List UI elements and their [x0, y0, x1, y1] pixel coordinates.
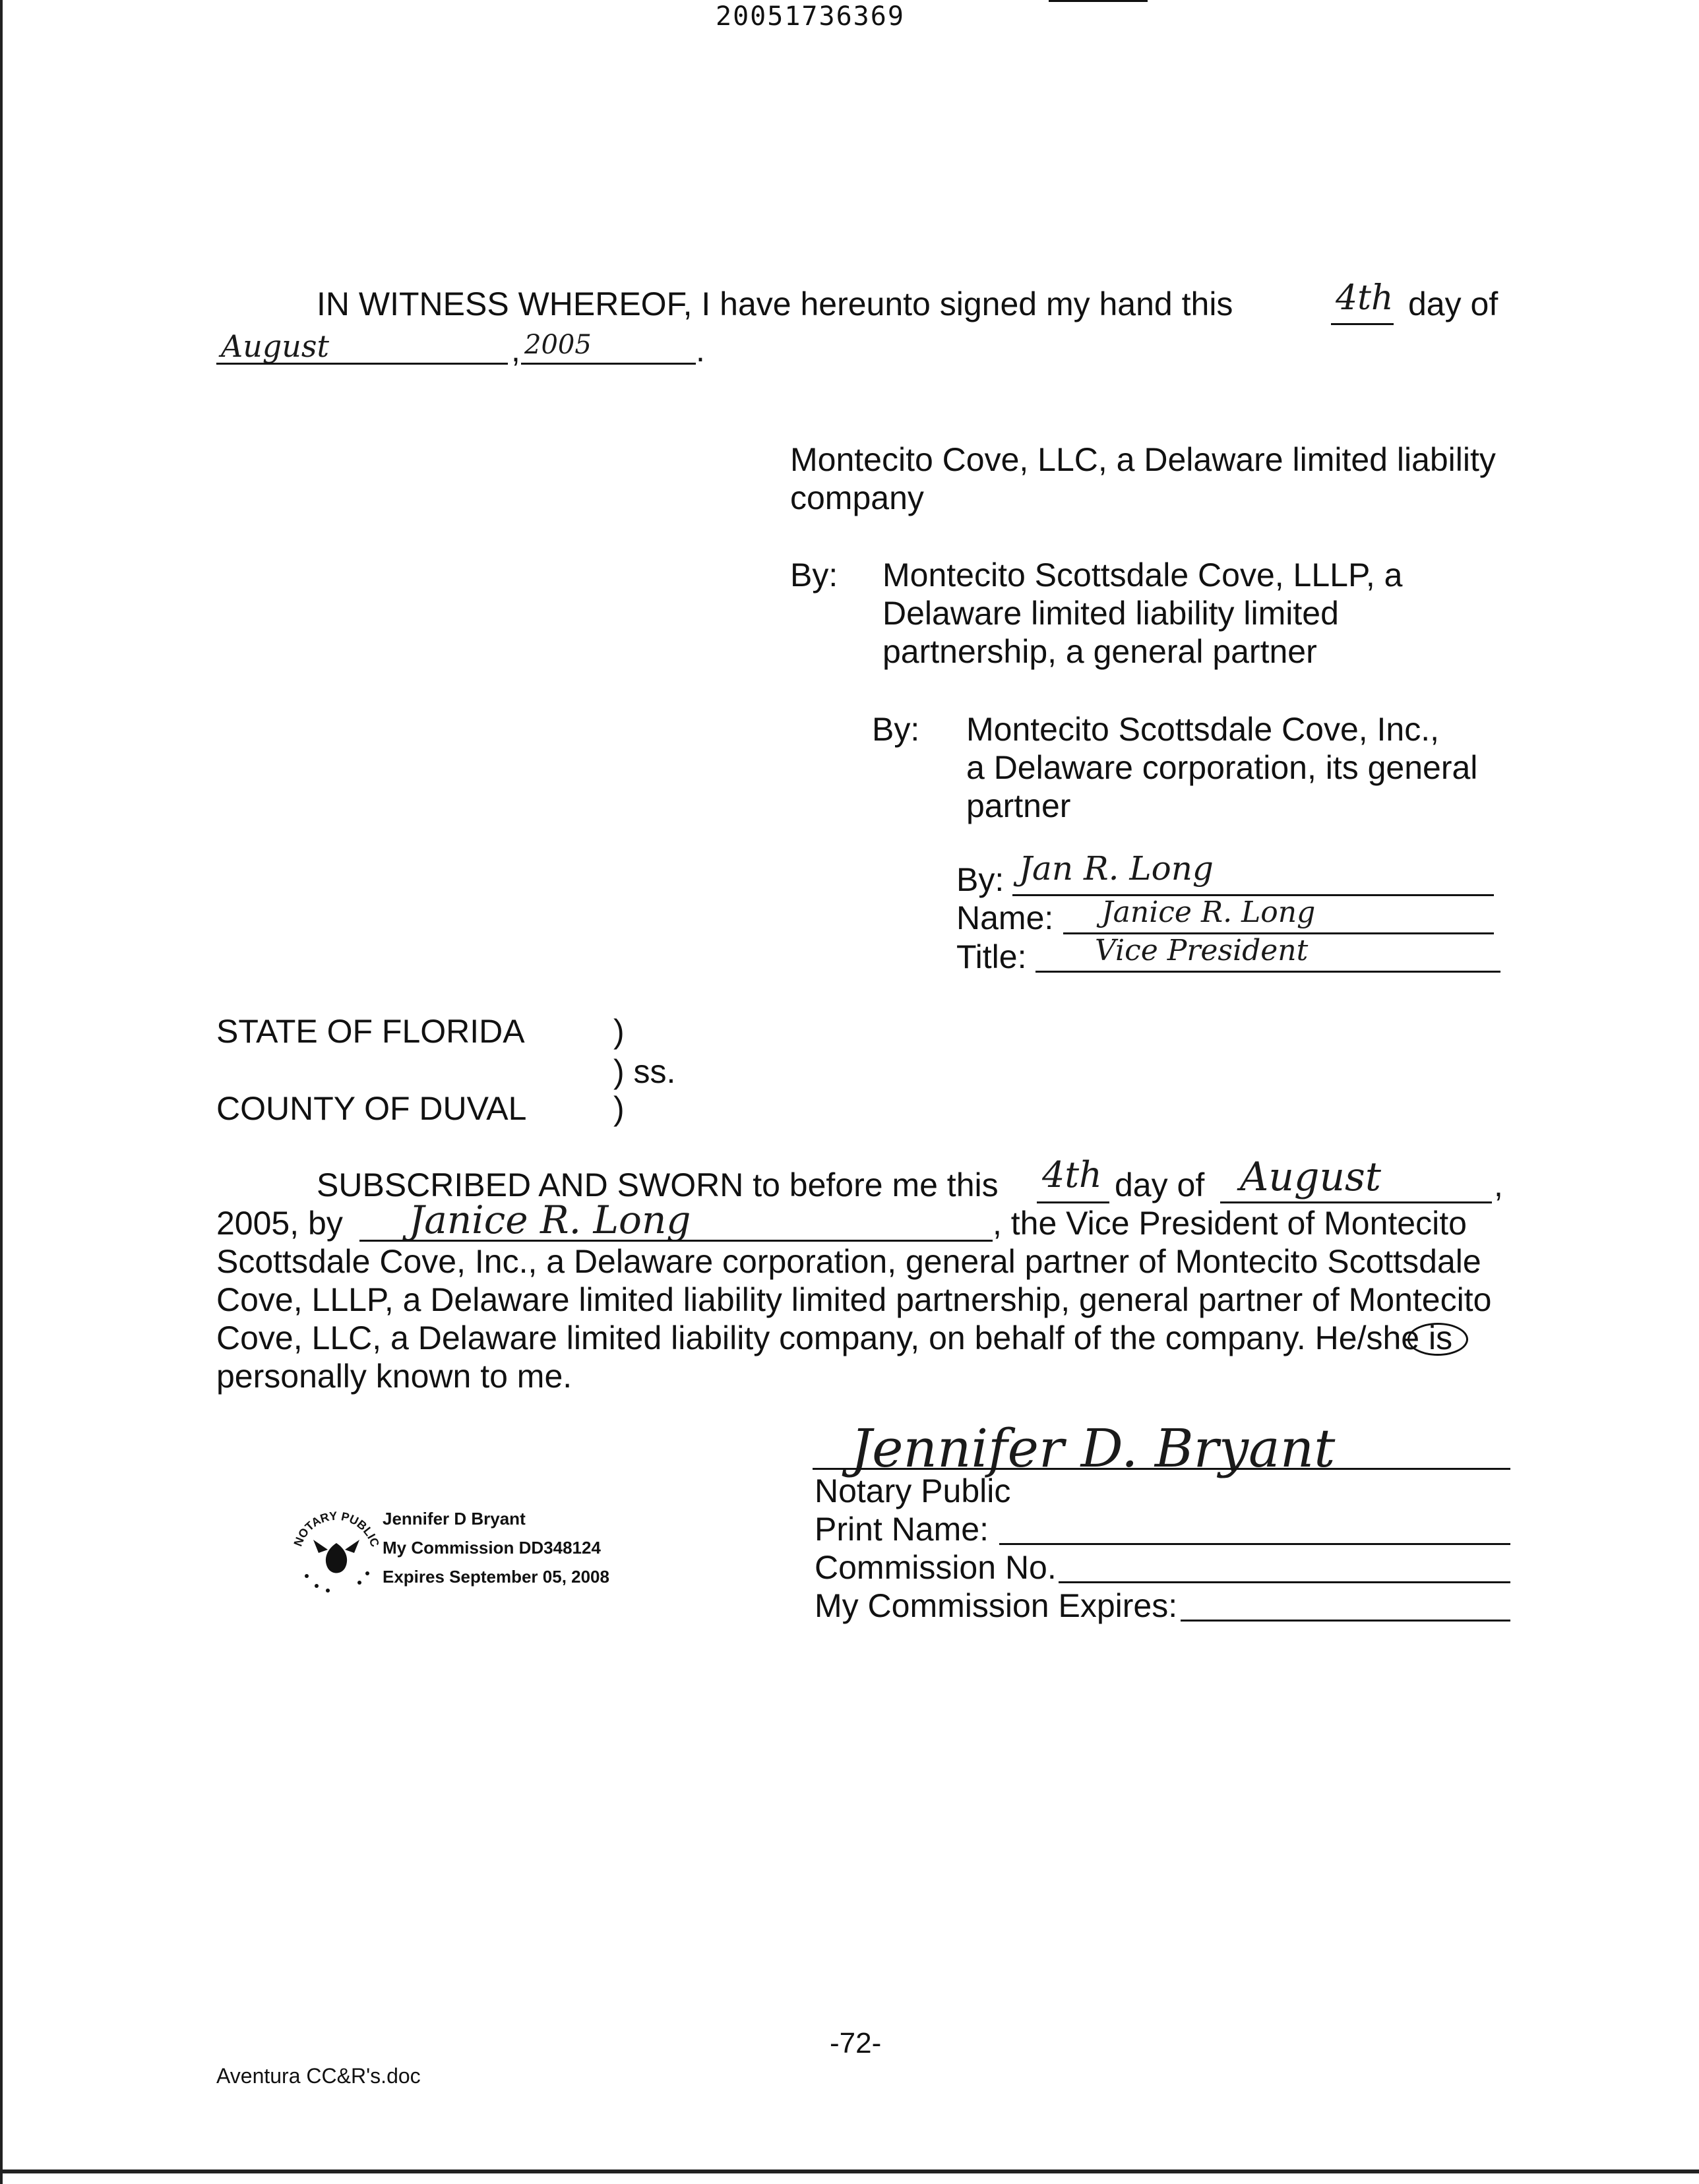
seal-arc-text: NOTARY PUBLIC	[291, 1509, 382, 1549]
company-line-1: Montecito Cove, LLC, a Delaware limited liability	[790, 441, 1496, 478]
jurat-year-by: 2005, by	[216, 1205, 343, 1242]
she-circle-mark	[1407, 1323, 1468, 1356]
print-name-label: Print Name:	[815, 1511, 989, 1548]
jurat-person-line	[359, 1240, 993, 1242]
by-label-2: By:	[872, 711, 920, 748]
notary-seal	[287, 1497, 643, 1616]
commission-expires-line	[1181, 1620, 1510, 1622]
commission-expires-label: My Commission Expires:	[815, 1587, 1178, 1624]
signature-title-label: Title:	[956, 938, 1027, 975]
jurat-month-handwritten: August	[1240, 1154, 1381, 1200]
jurat-day-of: day of	[1115, 1167, 1205, 1203]
company-line-2: company	[790, 479, 924, 516]
jurat-text-1: SUBSCRIBED AND SWORN to before me this	[317, 1167, 999, 1203]
notary-signature-line	[813, 1468, 1510, 1470]
witness-text: IN WITNESS WHEREOF, I have hereunto signed my hand this	[317, 286, 1233, 322]
jurat-month-line	[1220, 1201, 1492, 1203]
by2-line-2: a Delaware corporation, its general	[966, 749, 1478, 786]
jurat-line-5: Cove, LLC, a Delaware limited liability company, on behalf of the company. He/she is	[216, 1320, 1453, 1356]
footer-filename: Aventura CC&R's.doc	[216, 2064, 421, 2088]
seal-name: Jennifer D Bryant	[383, 1509, 526, 1529]
venue-state: STATE OF FLORIDA	[216, 1013, 525, 1050]
print-name-line	[999, 1543, 1510, 1545]
jurat-line-4: Cove, LLLP, a Delaware limited liability limited partnership, general partner of Montecito	[216, 1281, 1492, 1318]
commission-no-line	[1059, 1581, 1510, 1583]
signature-by-handwritten: Jan R. Long	[1019, 849, 1214, 888]
by2-line-1: Montecito Scottsdale Cove, Inc.,	[966, 711, 1440, 748]
jurat-day-line	[1037, 1201, 1109, 1203]
venue-county: COUNTY OF DUVAL	[216, 1090, 527, 1127]
scan-left-edge	[0, 0, 3, 2184]
witness-comma: ,	[511, 332, 520, 369]
jurat-person-handwritten: Janice R. Long	[409, 1198, 691, 1242]
witness-day-handwritten: 4th	[1336, 278, 1394, 318]
witness-year-line	[521, 363, 696, 365]
seal-commission: My Commission DD348124	[383, 1538, 601, 1558]
by1-line-3: partnership, a general partner	[882, 633, 1317, 670]
page-number: -72-	[830, 2027, 882, 2059]
by2-line-3: partner	[966, 787, 1071, 824]
witness-day-line	[1331, 323, 1394, 325]
notary-signature-handwritten: Jennifer D. Bryant	[851, 1418, 1336, 1479]
jurat-line-6: personally known to me.	[216, 1358, 572, 1395]
by1-line-1: Montecito Scottsdale Cove, LLLP, a	[882, 557, 1403, 593]
signature-name-label: Name:	[956, 899, 1054, 936]
venue-paren-2: )	[613, 1090, 625, 1127]
by-label-1: By:	[790, 557, 838, 593]
jurat-text-3: , the Vice President of Montecito	[993, 1205, 1467, 1242]
document-number: 20051736369	[716, 1, 905, 32]
signature-title-handwritten: Vice President	[1095, 934, 1309, 967]
seal-expires: Expires September 05, 2008	[383, 1567, 609, 1587]
witness-month-line	[216, 363, 508, 365]
venue-paren-1: )	[613, 1013, 625, 1050]
jurat-line-3: Scottsdale Cove, Inc., a Delaware corporation, general partner of Montecito Scottsdale	[216, 1243, 1481, 1280]
witness-day-of: day of	[1408, 286, 1498, 322]
venue-ss: ) ss.	[613, 1053, 676, 1090]
witness-year-handwritten: 2005	[524, 330, 592, 360]
notary-seal-emblem	[287, 1503, 386, 1602]
signature-by-label: By:	[956, 861, 1004, 898]
jurat-comma: ,	[1494, 1167, 1503, 1203]
top-rule	[1049, 0, 1148, 2]
signature-name-handwritten: Janice R. Long	[1101, 895, 1316, 929]
jurat-day-handwritten: 4th	[1042, 1154, 1102, 1196]
commission-no-label: Commission No.	[815, 1549, 1057, 1586]
by1-line-2: Delaware limited liability limited	[882, 595, 1339, 632]
witness-month-handwritten: August	[221, 328, 330, 364]
witness-period: .	[696, 332, 705, 369]
scan-bottom-edge	[0, 2169, 1699, 2173]
notary-public-label: Notary Public	[815, 1472, 1011, 1509]
signature-title-line	[1035, 971, 1500, 973]
